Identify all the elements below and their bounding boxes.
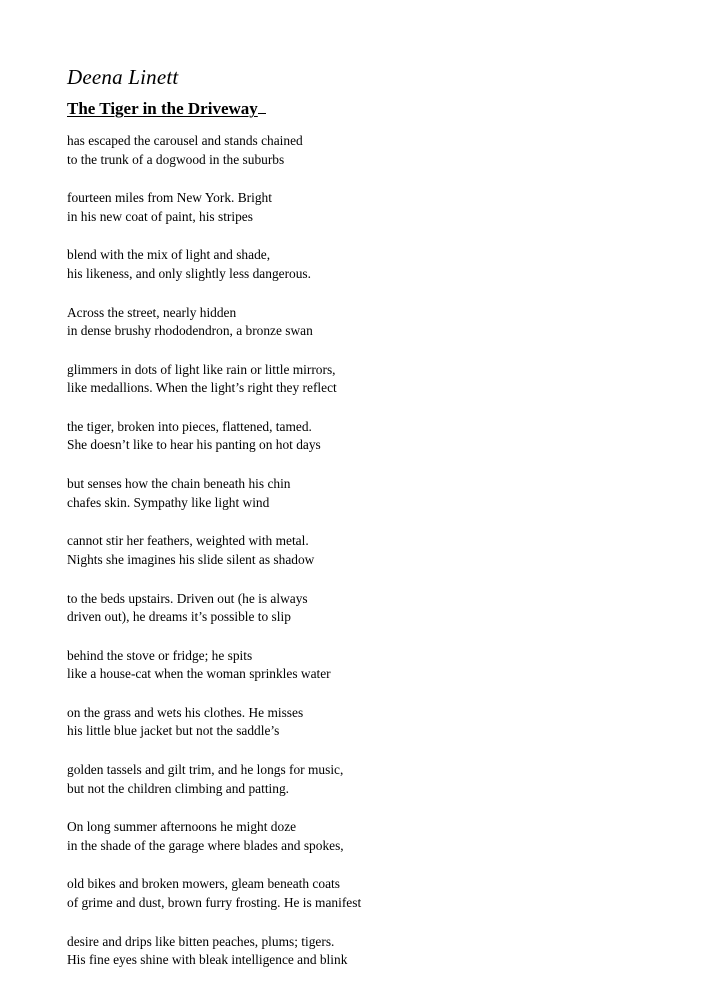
stanza — [67, 304, 707, 341]
document-page — [67, 64, 707, 990]
stanza — [67, 818, 707, 855]
poem-line: has escaped the carousel and stands chained — [67, 133, 303, 148]
poem-line: cannot stir her feathers, weighted with metal. — [67, 533, 309, 549]
poem-line: on the grass and wets his clothes. He misses — [67, 704, 304, 720]
stanza — [67, 418, 707, 455]
poem-line: She doesn’t like to hear his panting on hot days — [67, 437, 321, 453]
poem-line: but not the children climbing and patting. — [67, 780, 290, 796]
poem-line: the tiger, broken into pieces, flattened, tamed. — [67, 418, 312, 434]
poem-line: but senses how the chain beneath his chin — [67, 476, 291, 492]
stanza — [67, 361, 707, 398]
poem-line: golden tassels and gilt trim, and he longs for music, — [67, 762, 344, 778]
poem-line: His fine eyes shine with bleak intelligence and blink — [67, 952, 348, 968]
poem-line: like a house-cat when the woman sprinkles water — [67, 666, 331, 682]
stanza — [67, 475, 707, 512]
stanza — [67, 704, 707, 741]
poem-line: to the beds upstairs. Driven out (he is always — [67, 590, 308, 606]
stanza — [67, 875, 707, 912]
poem-line: in his new coat of paint, his stripes — [67, 208, 253, 224]
poem-line: Nights she imagines his slide silent as shadow — [67, 551, 315, 567]
stanza — [67, 933, 707, 970]
poem-line: fourteen miles from New York. Bright — [67, 190, 272, 206]
poem-line: in the shade of the garage where blades and spokes, — [67, 837, 344, 853]
poem-line: blend with the mix of light and shade, — [67, 247, 271, 263]
poem-line: chafes skin. Sympathy like light wind — [67, 494, 270, 510]
poem-line: desire and drips like bitten peaches, plums; tigers. — [67, 933, 335, 949]
stanza — [67, 246, 707, 283]
poem-line: his little blue jacket but not the saddle’s — [67, 723, 280, 739]
poem-line: to the trunk of a dogwood in the suburbs — [67, 151, 285, 167]
poem-title — [67, 98, 707, 120]
poem-line: of grime and dust, brown furry frosting. He is manifest — [67, 894, 362, 910]
stanza — [67, 132, 707, 169]
stanza — [67, 647, 707, 684]
poem-line: in dense brushy rhododendron, a bronze swan — [67, 323, 313, 339]
poem-line: glimmers in dots of light like rain or little mirrors, — [67, 361, 336, 377]
stanza — [67, 761, 707, 798]
stanza — [67, 532, 707, 569]
title-underline-extension — [258, 98, 266, 114]
poem-line: like medallions. When the light’s right they reflect — [67, 380, 337, 396]
stanza — [67, 189, 707, 226]
poem-line: old bikes and broken mowers, gleam beneath coats — [67, 876, 340, 892]
poem-line: his likeness, and only slightly less dangerous. — [67, 265, 311, 281]
poem-line: driven out), he dreams it’s possible to slip — [67, 609, 291, 624]
poem-line: behind the stove or fridge; he spits — [67, 647, 253, 663]
stanza — [67, 590, 707, 627]
poem-title-text: The Tiger in the Driveway — [67, 99, 258, 118]
author-name: Deena Linett — [67, 65, 179, 89]
poem-body — [67, 132, 707, 970]
poem-line: On long summer afternoons he might doze — [67, 819, 297, 835]
poem-line: Across the street, nearly hidden — [67, 304, 237, 320]
